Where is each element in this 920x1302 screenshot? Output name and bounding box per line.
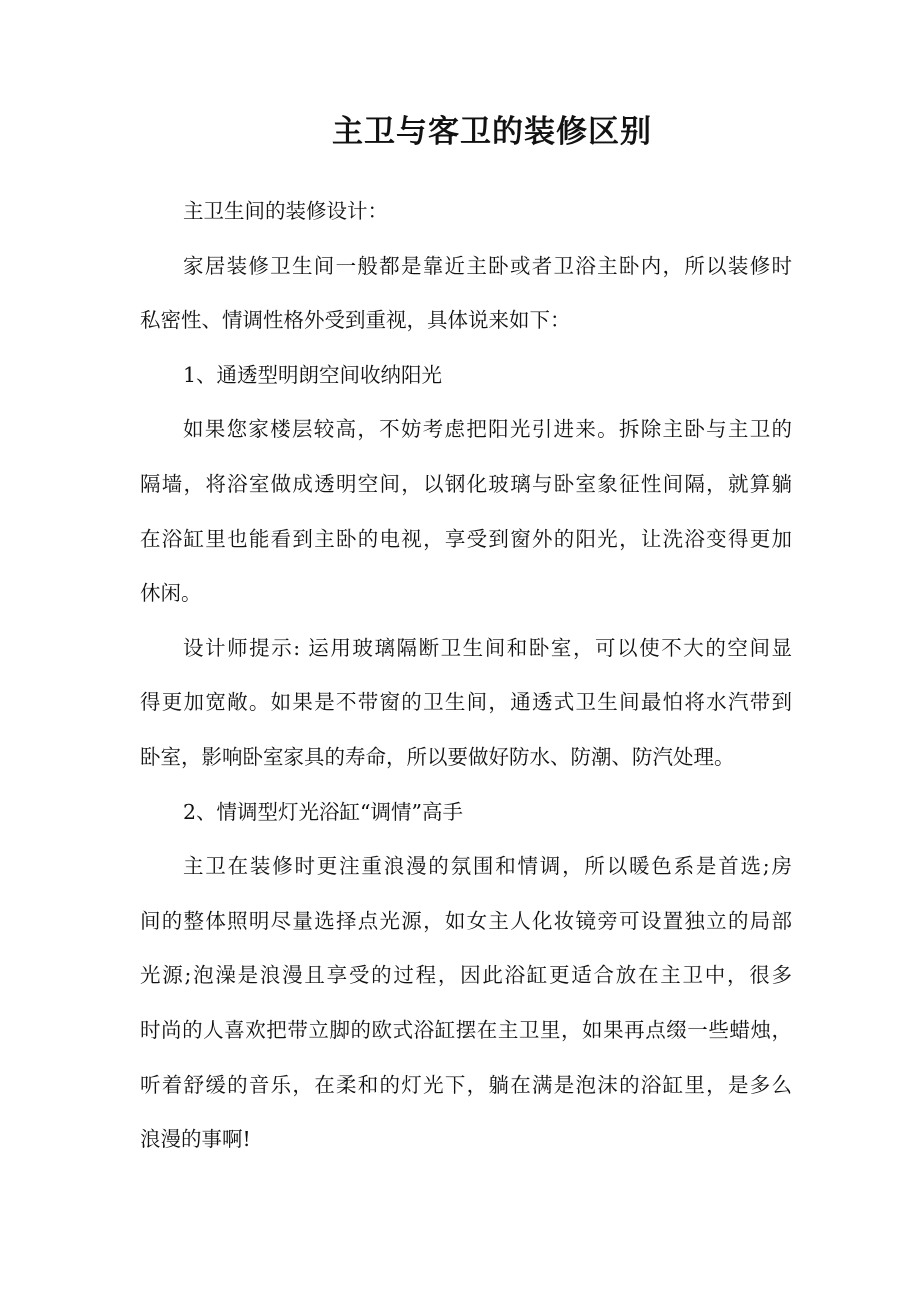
paragraph-line: 时尚的人喜欢把带立脚的欧式浴缸摆在主卫里，如果再点缀一些蜡烛， [140, 1017, 792, 1042]
paragraph-line: 如果您家楼层较高，不妨考虑把阳光引进来。拆除主卧与主卫的 [183, 417, 792, 442]
paragraph-line: 隔墙，将浴室做成透明空间，以钢化玻璃与卧室象征性间隔，就算躺 [140, 471, 792, 496]
section-heading: 主卫生间的装修设计： [183, 199, 388, 223]
paragraph-line: 在浴缸里也能看到主卧的电视，享受到窗外的阳光，让洗浴变得更加 [140, 526, 792, 551]
paragraph-line: 听着舒缓的音乐，在柔和的灯光下，躺在满是泡沫的浴缸里，是多么 [140, 1072, 792, 1097]
paragraph-line: 光源;泡澡是浪漫且享受的过程，因此浴缸更适合放在主卫中，很多 [140, 963, 792, 988]
paragraph-line: 卧室，影响卧室家具的寿命，所以要做好防水、防潮、防汽处理。 [140, 744, 735, 769]
document-body [140, 192, 792, 1175]
document-title: 主卫与客卫的装修区别 [332, 114, 652, 150]
paragraph-line: 私密性、情调性格外受到重视，具体说来如下： [140, 308, 571, 333]
section-heading: 2、情调型灯光浴缸“调情”高手 [183, 799, 464, 824]
section-heading: 1、通透型明朗空间收纳阳光 [183, 362, 443, 387]
paragraph-line: 家居装修卫生间一般都是靠近主卧或者卫浴主卧内，所以装修时 [183, 253, 792, 278]
paragraph-line: 设计师提示: 运用玻璃隔断卫生间和卧室，可以使不大的空间显 [183, 635, 792, 660]
paragraph-line: 得更加宽敞。如果是不带窗的卫生间，通透式卫生间最怕将水汽带到 [140, 690, 792, 715]
paragraph-line: 浪漫的事啊! [140, 1127, 251, 1152]
paragraph-line: 间的整体照明尽量选择点光源，如女主人化妆镜旁可设置独立的局部 [140, 908, 792, 933]
paragraph-line: 休闲。 [140, 581, 202, 606]
paragraph-line: 主卫在装修时更注重浪漫的氛围和情调，所以暖色系是首选;房 [183, 854, 792, 879]
